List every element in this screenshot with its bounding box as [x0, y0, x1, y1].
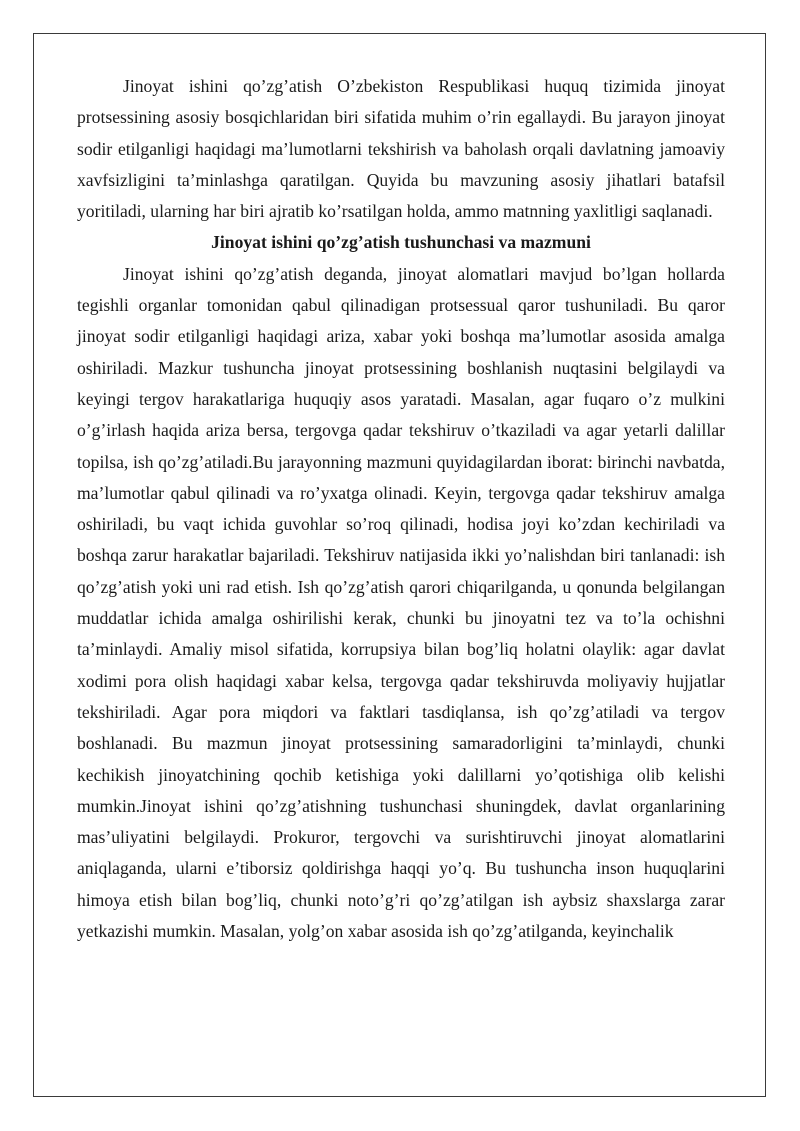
- intro-paragraph: Jinoyat ishini qo’zg’atish O’zbekiston Respublikasi huquq tizimida jinoyat protsessining asosiy bosqichlaridan biri sifatida muhim o’rin egallaydi. Bu jarayon jinoyat sodir etilganligi haqidagi ma’lumotlarni tekshirish va baholash orqali davlatning jamoaviy xavfsizligini ta’minlashga qaratilgan. Quyida bu mavzuning asosiy jihatlari batafsil yoritiladi, ularning har biri ajratib ko’rsatilgan holda, ammo matnning yaxlitligi saqlanadi.: [77, 76, 725, 222]
- section-heading: Jinoyat ishini qo’zg’atish tushunchasi va mazmuni: [211, 232, 591, 253]
- page-content: [77, 71, 725, 947]
- body-paragraph: Jinoyat ishini qo’zg’atish deganda, jinoyat alomatlari mavjud bo’lgan hollarda tegishli organlar tomonidan qabul qilinadigan protsessual qaror tushuniladi. Bu qaror jinoyat sodir etilganligi haqidagi ariza, xabar yoki boshqa ma’lumotlar asosida amalga oshiriladi. Mazkur tushuncha jinoyat protsessining boshlanish nuqtasini belgilaydi va keyingi tergov harakatlariga huquqiy asos yaratadi. Masalan, agar fuqaro o’z mulkini o’g’irlash haqida ariza bersa, tergovga qadar tekshiruv o’tkaziladi va agar yetarli dalillar topilsa, ish qo’zg’atiladi.Bu jarayonning mazmuni quyidagilardan iborat: birinchi navbatda, ma’lumotlar qabul qilinadi va ro’yxatga olinadi. Keyin, tergovga qadar tekshiruv amalga oshiriladi, bu vaqt ichida guvohlar so’roq qilinadi, hodisa joyi ko’zdan kechiriladi va boshqa zarur harakatlar bajariladi. Tekshiruv natijasida ikki yo’nalishdan biri tanlanadi: ish qo’zg’atish yoki uni rad etish. Ish qo’zg’atish qarori chiqarilganda, u qonunda belgilangan muddatlar ichida amalga oshirilishi kerak, chunki bu jinoyatni tez va to’la ochishni ta’minlaydi. Amaliy misol sifatida, korrupsiya bilan bog’liq holatni olaylik: agar davlat xodimi pora olish haqidagi xabar kelsa, tergovga qadar tekshiruvda moliyaviy hujjatlar tekshiriladi. Agar pora miqdori va faktlari tasdiqlansa, ish qo’zg’atiladi va tergov boshlanadi. Bu mazmun jinoyat protsessining samaradorligini ta’minlaydi, chunki kechikish jinoyatchining qochib ketishiga yoki dalillarni yo’qotishiga olib kelishi mumkin.Jinoyat ishini qo’zg’atishning tushunchasi shuningdek, davlat organlarining mas’uliyatini belgilaydi. Prokuror, tergovchi va surishtiruvchi jinoyat alomatlarini aniqlaganda, ularni e’tiborsiz qoldirishga haqqi yo’q. Bu tushuncha inson huquqlarini himoya etish bilan bog’liq, chunki noto’g’ri qo’zg’atilgan ish aybsiz shaxslarga zarar yetkazishi mumkin. Masalan, yolg’on xabar asosida ish qo’zg’atilganda, keyinchalik: [77, 263, 725, 942]
